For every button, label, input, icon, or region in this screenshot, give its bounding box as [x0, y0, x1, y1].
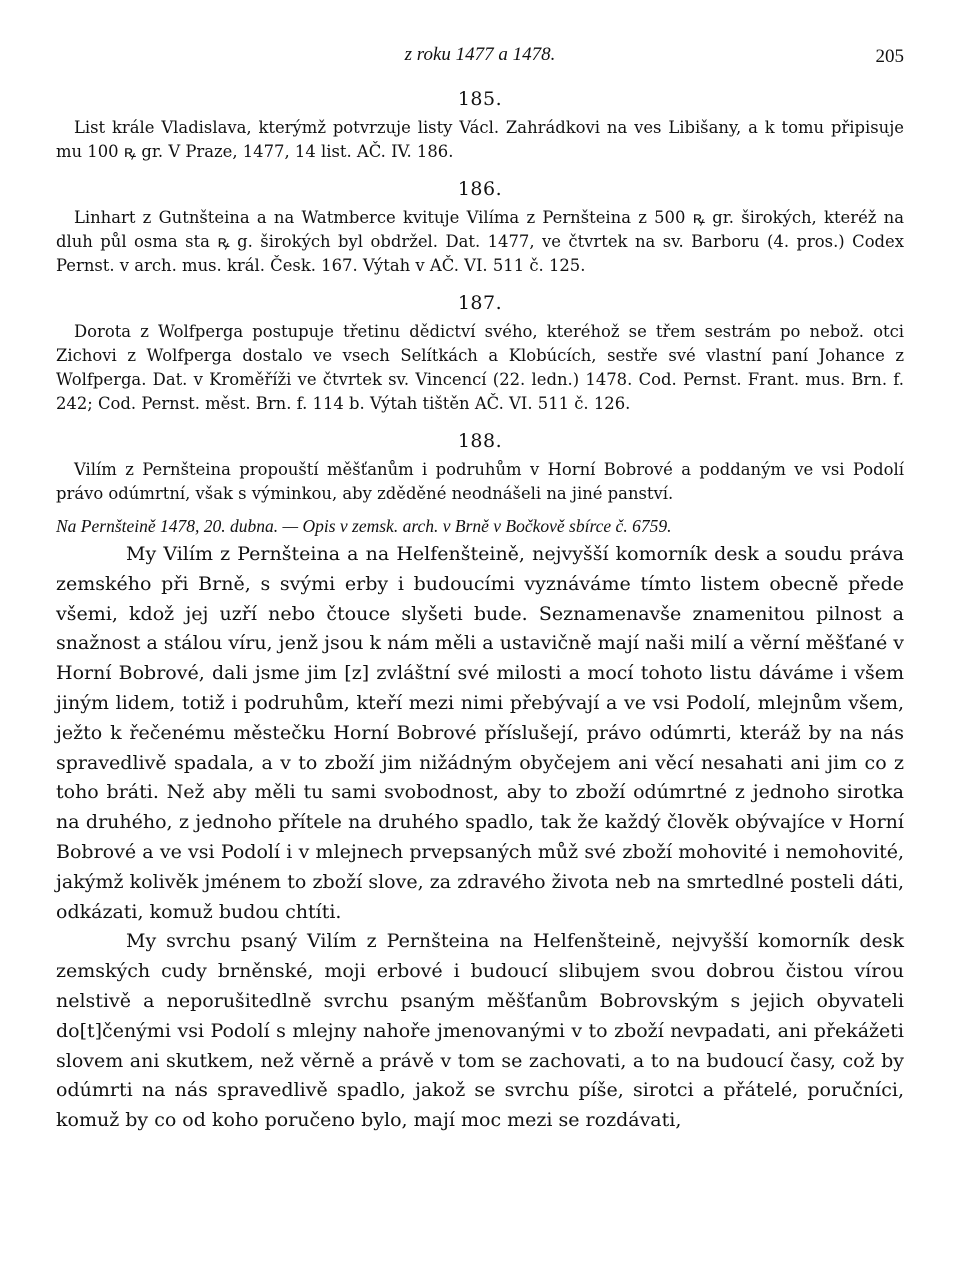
entry-187 [56, 292, 904, 416]
entry-regest: Vilím z Pernšteina propouští měšťanům i podruhům v Horní Bobrové a poddaným ve vsi Podolí právo odúmrtní, však s výminkou, aby zděděné neodnášeli na jiné panství. [56, 460, 904, 503]
entry-source: Na Pernšteině 1478, 20. dubna. — Opis v zemsk. arch. v Brně v Bočkově sbírce č. 6759. [56, 516, 672, 536]
entry-188 [56, 430, 904, 1136]
entry-number: 185. [457, 88, 503, 110]
entry-regest: Linhart z Gutnšteina a na Watmberce kvituje Vilíma z Pernšteina z 500 ꝶ gr. širokých, kteréž na dluh půl osma sta ꝶ g. širokých byl obdržel. Dat. 1477, ve čtvrtek na sv. Barboru (4. pros.) Codex Pernst. v arch. mus. král. Česk. 167. Výtah v AČ. VI. 511 č. 125. [56, 208, 904, 275]
entry-regest: List krále Vladislava, kterýmž potvrzuje listy Václ. Zahrádkovi na ves Libišany, a k tomu připisuje mu 100 ꝶ gr. V Praze, 1477, 14 list. AČ. IV. 186. [56, 118, 904, 161]
entry-number: 188. [457, 430, 503, 452]
charter-paragraph: My Vilím z Pernšteina a na Helfenšteině, nejvyšší komorník desk a soudu práva zemského při Brně, s svými erby i budoucími vyznáváme tímto listem obecně přede všemi, kdož jej uzří nebo čtouce slyšeti bude. Seznamenavše znamenitou pilnost a snažnost a stálou víru, jenž jsou k nám měli a ustavičně mají naši milí a věrní měšťané v Horní Bobrové, dali jsme jim [z] zvláštní své milosti a mocí tohoto listu dáváme i všem jiným lidem, totiž i podruhům, kteří mezi nimi přebývají a ve vsi Podolí, mlejnům všem, ježto k řečenému městečku Horní Bobrové příslušejí, právo odúmrti, kteráž by na nás spravedlivě spadala, a v to zboží jim nižádným obyčejem ani věcí nesahati ani jim co z toho bráti. Než aby měli tu sami svobodnost, aby to zboží odúmrtné z jednoho sirotka na druhého, z jednoho přítele na druhého spadlo, tak že každý člověk obývajíce v Horní Bobrové a ve vsi Podolí i v mlejnech prvepsaných můž své zboží mohovité i nemohovité, jakýmž kolivěk jménem to zboží slove, za zdravého života neb na smrtedlné posteli dáti, odkázati, komuž budou chtíti. [56, 543, 904, 923]
entry-185 [56, 88, 904, 164]
running-title: z roku 1477 a 1478. [404, 44, 556, 65]
entry-number: 187. [457, 292, 503, 314]
entry-regest: Dorota z Wolfperga postupuje třetinu dědictví svého, kteréhož se třem sestrám po nebož. otci Zichovi z Wolfperga dostalo ve vsech Selítkách a Klobúcích, sestře své vlastní paní Johance z Wolfperga. Dat. v Kroměříži ve čtvrtek sv. Vincencí (22. ledn.) 1478. Cod. Pernst. Frant. mus. Brn. f. 242; Cod. Pernst. měst. Brn. f. 114 b. Výtah tištěn AČ. VI. 511 č. 126. [56, 322, 904, 413]
entry-number: 186. [457, 178, 503, 200]
running-head [56, 40, 904, 74]
entry-186 [56, 178, 904, 278]
page-number: 205 [875, 46, 904, 67]
charter-paragraph: My svrchu psaný Vilím z Pernšteina na Helfenšteině, nejvyšší komorník desk zemských cudy brněnské, moji erbové i budoucí slibujem svou dobrou čistou vírou nelstivě a neporušitedlně svrchu psaným měšťanům Bobrovským s jejich obyvateli do[t]čenými vsi Podolí s mlejny nahoře jmenovanými v to zboží nevpadati, ani překážeti slovem ani skutkem, než věrně a právě v tom se zachovati, a to na budoucí časy, což by odúmrti na nás spravedlivě spadlo, jakož se svrchu píše, sirotci a přátelé, poručníci, komuž by co od koho poručeno bylo, mají moc mezi se rozdávati, [56, 930, 904, 1132]
